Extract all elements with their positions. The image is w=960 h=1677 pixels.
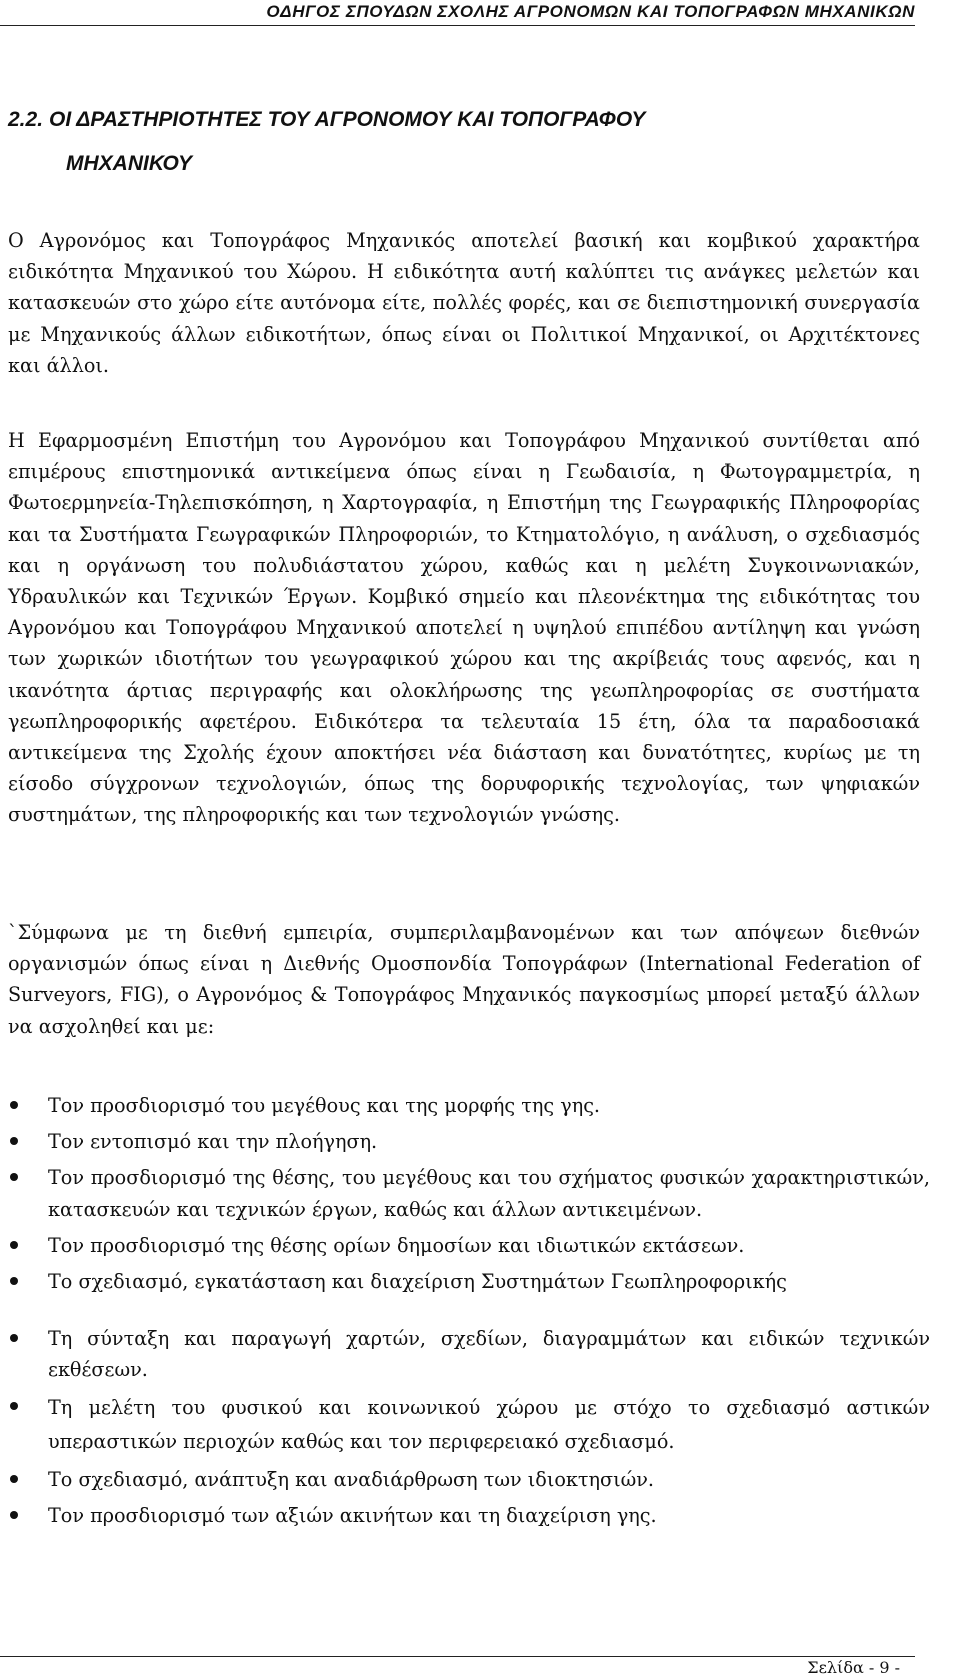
list-item-text: Τη μελέτη του φυσικού και κοινωνικού χώρου με στόχο το σχεδιασμό αστικών υπεραστικών περιοχών καθώς και τον περιφερειακό σχεδιασμό. xyxy=(48,1395,930,1453)
bullet-icon xyxy=(10,1402,18,1410)
list-item xyxy=(0,1464,930,1495)
list-item-text: Το σχεδιασμό, ανάπτυξη και αναδιάρθρωση των ιδιοκτησιών. xyxy=(48,1467,655,1491)
list-item xyxy=(0,1500,930,1531)
running-header: ΟΔΗΓΟΣ ΣΠΟΥΔΩΝ ΣΧΟΛΗΣ ΑΓΡΟΝΟΜΩΝ ΚΑΙ ΤΟΠΟΓΡΑΦΩΝ ΜΗΧΑΝΙΚΩΝ xyxy=(266,2,915,21)
list-item xyxy=(0,1391,930,1459)
page-number: Σελίδα - 9 - xyxy=(807,1658,900,1677)
header-divider xyxy=(0,25,915,26)
list-item-text: Τον εντοπισμό και την πλοήγηση. xyxy=(48,1130,378,1154)
list-item xyxy=(0,1323,930,1385)
bullet-icon xyxy=(10,1101,18,1109)
list-item-text: Τον προσδιορισμό της θέσης ορίων δημοσίων και ιδιωτικών εκτάσεων. xyxy=(48,1233,745,1257)
list-item-text: Τη σύνταξη και παραγωγή χαρτών, σχεδίων, διαγραμμάτων και ειδικών τεχνικών εκθέσεων. xyxy=(48,1327,930,1382)
list-item xyxy=(0,1230,930,1261)
bullet-icon xyxy=(10,1475,18,1483)
list-item-text: Το σχεδιασμό, εγκατάσταση και διαχείριση Συστημάτων Γεωπληροφορικής xyxy=(48,1270,787,1294)
list-item-text: Τον προσδιορισμό των αξιών ακινήτων και τη διαχείριση γης. xyxy=(48,1503,657,1527)
paragraph-international: `Σύμφωνα με τη διεθνή εμπειρία, συμπεριλαμβανομένων και των απόψεων διεθνών οργανισμών όπως είναι η Διεθνής Ομοσπονδία Τοπογράφων (International Federation of Surveyors, FIG), ο Αγρονόμος & Τοπογράφος Μηχανικός παγκοσμίως μπορεί μεταξύ άλλων να ασχοληθεί και με: xyxy=(8,921,920,1038)
bullet-icon xyxy=(10,1173,18,1181)
list-item xyxy=(0,1162,930,1224)
bullet-icon xyxy=(10,1511,18,1519)
list-item-text: Τον προσδιορισμό του μεγέθους και της μορφής της γης. xyxy=(48,1094,601,1117)
paragraph-intro: Ο Αγρονόμος και Τοπογράφος Μηχανικός αποτελεί βασική και κομβικού χαρακτήρα ειδικότητα Μηχανικού του Χώρου. Η ειδικότητα αυτή καλύπτει τις ανάγκες μελετών και κατασκευών στο χώρο είτε αυτόνομα είτε, πολλές φορές, και σε διεπιστημονική συνεργασία με Μηχανικούς άλλων ειδικοτήτων, όπως είναι οι Πολιτικοί Μηχανικοί, οι Αρχιτέκτονες και άλλοι. xyxy=(8,229,920,377)
paragraph-applied-science: Η Εφαρμοσμένη Επιστήμη του Αγρονόμου και Τοπογράφου Μηχανικού συντίθεται από επιμέρους επιστημονικά αντικείμενα όπως είναι η Γεωδαισία, η Φωτογραμμετρία, η Φωτοερμηνεία-Τηλεπισκόπηση, η Χαρτογραφία, η Επιστήμη της Γεωγραφικής Πληροφορίας και τα Συστήματα Γεωγραφικών Πληροφοριών, το Κτηματολόγιο, η ανάλυση, ο σχεδιασμός και η οργάνωση του πολυδιάστατου χώρου, καθώς και η μελέτη Συγκοινωνιακών, Υδραυλικών και Τεχνικών Έργων. Κομβικό σημείο και πλεονέκτημα της ειδικότητας του Αγρονόμου και Τοπογράφου Μηχανικού αποτελεί η υψηλού επιπέδου αντίληψη και γνώση των χωρικών ιδιοτήτων του γεωγραφικού χώρου και της ακρίβειάς τους αφενός, και η ικανότητα άρτιας περιγραφής και ολοκλήρωσης της γεωπληροφορίας σε συστήματα γεωπληροφορικής αφετέρου. Ειδικότερα τα τελευταία 15 έτη, όλα τα παραδοσιακά αντικείμενα της Σχολής έχουν αποκτήσει νέα διάσταση και δυνατότητες, κυρίως με τη είσοδο σύγχρονων τεχνολογιών, όπως της δορυφορικής τεχνολογίας, των ψηφιακών συστημάτων, της πληροφορικής και των τεχνολογιών γνώσης. xyxy=(8,429,920,827)
footer-divider xyxy=(0,1656,915,1657)
section-number: 2.2. xyxy=(8,108,44,131)
list-item xyxy=(0,1126,930,1157)
section-title-line1: ΟΙ ΔΡΑΣΤΗΡΙΟΤΗΤΕΣ ΤΟΥ ΑΓΡΟΝΟΜΟΥ ΚΑΙ ΤΟΠΟΓΡΑΦΟΥ xyxy=(49,108,646,131)
bullet-icon xyxy=(10,1137,18,1145)
section-heading xyxy=(8,98,908,186)
bullet-icon xyxy=(10,1334,18,1342)
activities-list xyxy=(0,1090,930,1531)
list-item-text: Τον προσδιορισμό της θέσης, του μεγέθους και του σχήματος φυσικών χαρακτηριστικών, κατασκευών και τεχνικών έργων, καθώς και άλλων αντικειμένων. xyxy=(48,1166,930,1221)
bullet-icon xyxy=(10,1277,18,1285)
bullet-icon xyxy=(10,1241,18,1249)
list-item xyxy=(0,1090,930,1121)
section-title-line2: ΜΗΧΑΝΙΚΟΥ xyxy=(66,152,192,175)
list-item xyxy=(0,1266,930,1297)
